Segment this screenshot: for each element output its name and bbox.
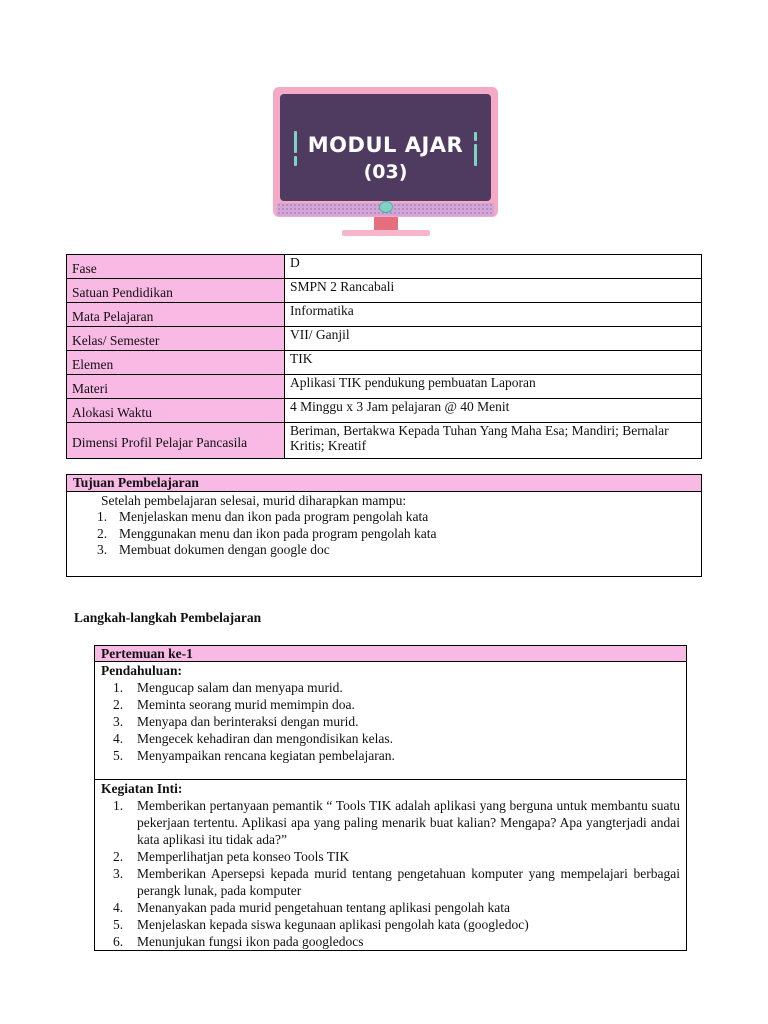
list-text: Menunjukan fungsi ikon pada googledocs xyxy=(137,934,364,949)
info-row xyxy=(67,351,702,375)
list-text: Menjelaskan menu dan ikon pada program pengolah kata xyxy=(119,509,429,524)
core-activities-title: Kegiatan Inti: xyxy=(101,781,183,796)
module-title: MODUL AJAR xyxy=(307,133,464,157)
core-activities-list xyxy=(101,797,680,950)
list-item xyxy=(101,916,680,933)
introduction-list xyxy=(101,679,680,764)
list-number: 1. xyxy=(113,798,124,813)
info-value: TIK xyxy=(285,351,702,375)
list-number: 5. xyxy=(113,748,124,763)
list-text: Meminta seorang murid memimpin doa. xyxy=(137,697,355,712)
monitor-stand xyxy=(374,217,398,231)
power-button-icon xyxy=(379,201,393,213)
info-label: Elemen xyxy=(67,351,285,375)
info-label: Fase xyxy=(67,255,285,279)
info-row xyxy=(67,279,702,303)
info-value: VII/ Ganjil xyxy=(285,327,702,351)
learning-objectives-body xyxy=(67,492,702,577)
core-activities-section xyxy=(95,780,687,951)
list-item xyxy=(101,679,680,696)
learning-objectives-table xyxy=(66,474,702,577)
info-value: Aplikasi TIK pendukung pembuatan Laporan xyxy=(285,375,702,399)
list-number: 2. xyxy=(113,849,124,864)
info-value: Informatika xyxy=(285,303,702,327)
list-text: Memperlihatjan peta konseo Tools TIK xyxy=(137,849,350,864)
list-text: Memberikan pertanyaan pemantik “ Tools TIK adalah aplikasi yang berguna untuk membantu suatu pekerjaan tertentu. Aplikasi apa yang paling menarik buat kalian? Mengapa? Apa yangterjadi andai kata aplikasi itu tidak ada?” xyxy=(137,798,680,847)
info-label: Kelas/ Semester xyxy=(67,327,285,351)
list-text: Menjelaskan kepada siswa kegunaan aplikasi pengolah kata (googledoc) xyxy=(137,917,529,932)
info-label: Alokasi Waktu xyxy=(67,399,285,423)
meeting-table xyxy=(94,645,687,951)
list-text: Membuat dokumen dengan google doc xyxy=(119,542,330,557)
list-item xyxy=(101,797,680,848)
list-number: 6. xyxy=(113,934,124,949)
list-item xyxy=(101,730,680,747)
list-number: 5. xyxy=(113,917,124,932)
info-row xyxy=(67,399,702,423)
list-number: 3. xyxy=(113,714,124,729)
list-number: 3. xyxy=(97,542,108,557)
meeting-title: Pertemuan ke-1 xyxy=(95,646,687,662)
module-info-table xyxy=(66,254,702,459)
learning-steps-heading: Langkah-langkah Pembelajaran xyxy=(74,610,262,625)
list-item xyxy=(101,865,680,899)
list-text: Menggunakan menu dan ikon pada program pengolah kata xyxy=(119,525,437,541)
introduction-section xyxy=(95,662,687,780)
info-row xyxy=(67,327,702,351)
info-label: Materi xyxy=(67,375,285,399)
info-value: Beriman, Bertakwa Kepada Tuhan Yang Maha Esa; Mandiri; Bernalar Kritis; Kreatif xyxy=(285,423,702,459)
introduction-title: Pendahuluan: xyxy=(101,663,183,678)
info-label: Mata Pelajaran xyxy=(67,303,285,327)
list-number: 4. xyxy=(113,731,124,746)
info-row xyxy=(67,423,702,459)
list-number: 1. xyxy=(97,509,108,524)
list-item xyxy=(101,696,680,713)
info-value: SMPN 2 Rancabali xyxy=(285,279,702,303)
list-number: 2. xyxy=(97,525,108,541)
info-label: Satuan Pendidikan xyxy=(67,279,285,303)
list-text: Menanyakan pada murid pengetahuan tentang aplikasi pengolah kata xyxy=(137,900,510,915)
list-item xyxy=(101,713,680,730)
list-text: Memberikan Apersepsi kepada murid tentang pengetahuan komputer yang mempelajari berbagai perangk lunak, pada komputer xyxy=(137,866,680,898)
info-row xyxy=(67,303,702,327)
info-label: Dimensi Profil Pelajar Pancasila xyxy=(67,423,285,459)
module-number: (03) xyxy=(363,161,408,183)
info-value: 4 Minggu x 3 Jam pelajaran @ 40 Menit xyxy=(285,399,702,423)
list-item xyxy=(73,509,695,526)
monitor-screen xyxy=(280,94,491,201)
title-banner xyxy=(273,87,498,237)
monitor-base xyxy=(342,230,430,236)
list-number: 4. xyxy=(113,900,124,915)
list-item xyxy=(101,747,680,764)
list-number: 1. xyxy=(113,680,124,695)
list-text: Menyampaikan rencana kegiatan pembelajaran. xyxy=(137,748,395,763)
list-number: 3. xyxy=(113,866,124,881)
list-item xyxy=(73,542,695,559)
list-item xyxy=(101,848,680,865)
list-text: Menyapa dan berinteraksi dengan murid. xyxy=(137,714,359,729)
list-item xyxy=(101,933,680,950)
list-item xyxy=(73,526,695,543)
info-row xyxy=(67,375,702,399)
learning-objectives-title: Tujuan Pembelajaran xyxy=(67,475,702,492)
list-number: 2. xyxy=(113,697,124,712)
list-text: Mengucap salam dan menyapa murid. xyxy=(137,680,343,695)
info-value: D xyxy=(285,255,702,279)
list-text: Mengecek kehadiran dan mengondisikan kelas. xyxy=(137,731,394,746)
list-item xyxy=(101,899,680,916)
learning-objectives-intro: Setelah pembelajaran selesai, murid diharapkan mampu: xyxy=(101,493,407,508)
info-row xyxy=(67,255,702,279)
learning-objectives-list xyxy=(73,509,695,559)
